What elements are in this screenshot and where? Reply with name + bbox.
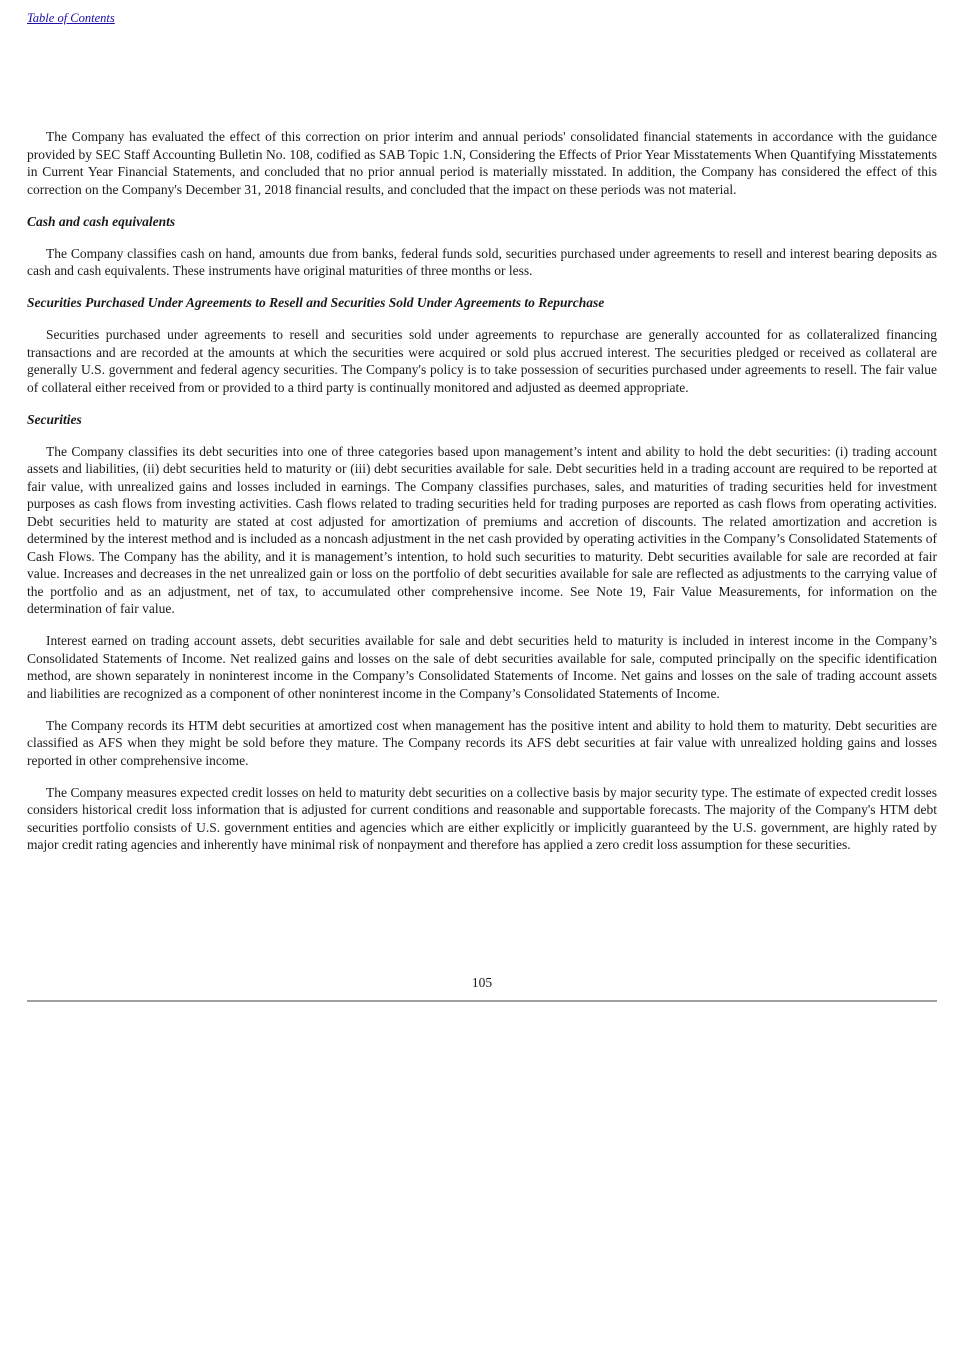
securities-htm-paragraph: The Company records its HTM debt securities at amortized cost when management has the positive intent and ability to hold them to maturity. Debt securities are classified as AFS when they might be sold before they mature. The Company records its AFS debt securities at fair value with unrealized holding gains and losses reported in other comprehensive income. [27, 717, 937, 768]
repo-heading: Securities Purchased Under Agreements to Resell and Securities Sold Under Agreements to Repurchase [27, 295, 605, 310]
securities-heading: Securities [27, 411, 82, 427]
repo-paragraph: Securities purchased under agreements to resell and securities sold under agreements to repurchase are generally accounted for as collateralized financing transactions and are recorded at the amounts at which the securities were acquired or sold plus accrued interest. The securities pledged or received as collateral are generally U.S. government and federal agency securities. The Company's policy is to take possession of securities purchased under agreements to resell. The fair value of collateral either received from or provided to a third party is continually monitored and adjusted as deemed appropriate. [27, 327, 937, 395]
correction-paragraph: The Company has evaluated the effect of this correction on prior interim and annual periods' consolidated financial statements in accordance with the guidance provided by SEC Staff Accounting Bulletin No. 108, codified as SAB Topic 1.N, Considering the Effects of Prior Year Misstatements When Quantifying Misstatements in Current Year Financial Statements, and concluded that no prior annual period is materially misstated. In addition, the Company has considered the effect of this correction on the Company's December 31, 2018 financial results, and concluded that the impact on these periods was not material. [27, 129, 937, 197]
cash-paragraph: The Company classifies cash on hand, amounts due from banks, federal funds sold, securities purchased under agreements to resell and interest bearing deposits as cash and cash equivalents. These instruments have original maturities of three months or less. [27, 245, 937, 278]
table-of-contents-link[interactable]: Table of Contents [27, 11, 115, 25]
footer-divider [27, 1000, 937, 1002]
securities-classification-paragraph: The Company classifies its debt securities into one of three categories based upon management’s intent and ability to hold the debt securities: (i) trading account assets and liabilities, (ii) debt securities held to maturity or (iii) debt securities available for sale. Debt securities held in a trading account are required to be reported at fair value, with unrealized gains and losses included in earnings. The Company classifies purchases, sales, and maturities of trading securities held for investment purposes as cash flows from investing activities. Cash flows related to trading securities held for trading purposes are reported as cash flows from operating activities. Debt securities held to maturity are stated at cost adjusted for amortization of premiums and accretion of discounts. The related amortization and accretion is determined by the interest method and is included as a noncash adjustment in the net cash provided by operating activities in the Company’s Consolidated Statements of Cash Flows. The Company has the ability, and it is management’s intention, to hold such securities to maturity. Debt securities available for sale are recorded at fair value. Increases and decreases in the net unrealized gain or loss on the portfolio of debt securities available for sale are reflected as adjustments to the carrying value of the portfolio and as an adjustment, net of tax, to accumulated other comprehensive income. See Note 19, Fair Value Measurements, for information on the determination of fair value. [27, 443, 937, 616]
page-number: 105 [471, 975, 493, 990]
cash-heading: Cash and cash equivalents [27, 213, 176, 229]
document-body [27, 128, 937, 868]
securities-credit-loss-paragraph: The Company measures expected credit losses on held to maturity debt securities on a collective basis by major security type. The estimate of expected credit losses considers historical credit loss information that is adjusted for current conditions and reasonable and supportable forecasts. The majority of the Company's HTM debt securities portfolio consists of U.S. government entities and agencies which are either explicitly or implicitly guaranteed by the U.S. government, are highly rated by major credit rating agencies and inherently have minimal risk of nonpayment and therefore has applied a zero credit loss assumption for these securities. [27, 784, 937, 852]
securities-interest-paragraph: Interest earned on trading account assets, debt securities available for sale and debt securities held to maturity is included in interest income in the Company’s Consolidated Statements of Income. Net realized gains and losses on the sale of debt securities available for sale, computed principally on the specific identification method, are shown separately in noninterest income in the Company’s Consolidated Statements of Income. Net gains and losses on the sale of trading account assets and liabilities are recognized as a component of other noninterest income in the Company’s Consolidated Statements of Income. [27, 633, 937, 701]
